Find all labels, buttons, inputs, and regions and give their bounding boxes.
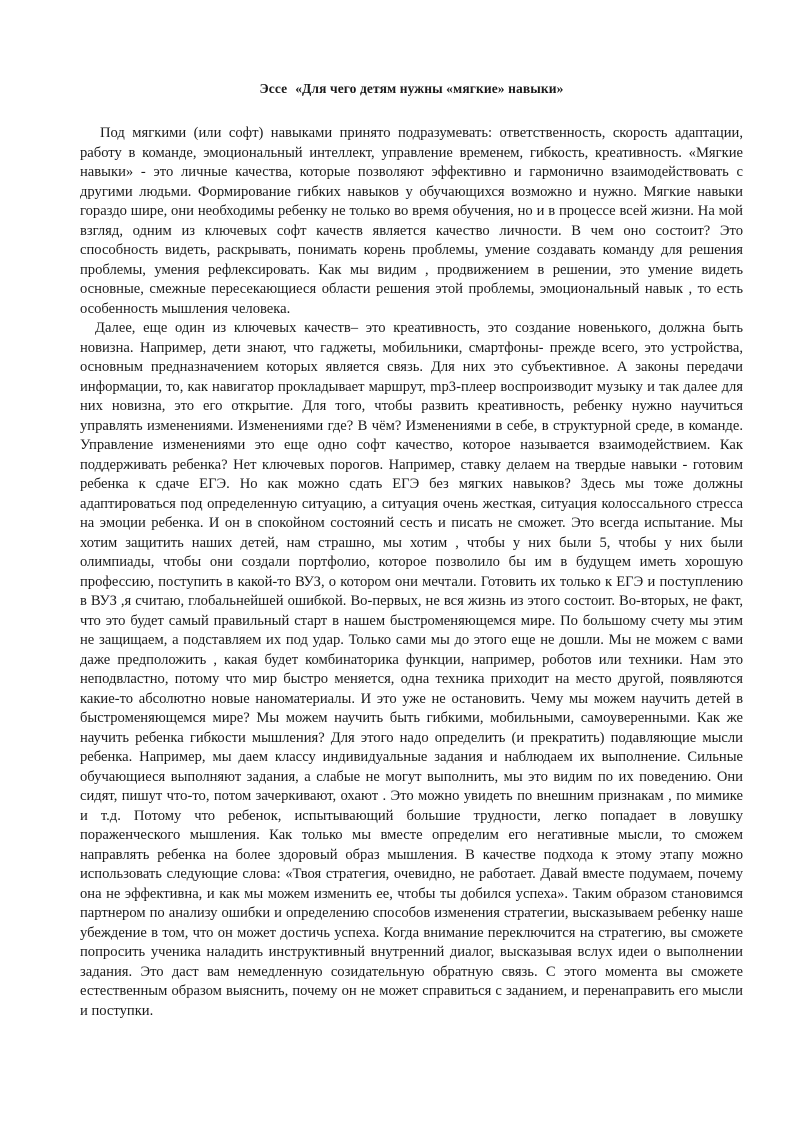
document-title (80, 80, 743, 98)
title-main: «Для чего детям нужны «мягкие» навыки» (295, 81, 564, 96)
paragraph-1: Под мягкими (или софт) навыками принято подразумевать: ответственность, скорость адаптации, работу в команде, эмоциональный интеллект, управление временем, гибкость, креативность. «Мягкие навыки» - это личные качества, которые позволяют эффективно и гармонично взаимодействовать с другими людьми. Формирование гибких навыков у обучающихся возможно и нужно. Мягкие навыки гораздо шире, они необходимы ребенку не только во время обучения, но и в процессе всей жизни. На мой взгляд, одним из ключевых софт качеств является качество личности. В чем оно состоит? Это способность видеть, раскрывать, понимать корень проблемы, умение создавать команду для решения проблемы, умения рефлексировать. Как мы видим , продвижением в решении, это умение видеть основные, смежные пересекающиеся области решения этой проблемы, эмоциональный навык , то есть особенность мышления человека. (80, 125, 743, 317)
title-prefix: Эссе (259, 81, 288, 96)
document-page (80, 80, 743, 1021)
paragraph-2: Далее, еще один из ключевых качеств– это креативность, это создание новенького, должна быть новизна. Например, дети знают, что гаджеты, мобильники, смартфоны- прежде всего, это устройства, основным предназначением которых является связь. Для них это субъективное. А законы передачи информации, то, как навигатор прокладывает маршрут, mp3-плеер воспроизводит музыку и так далее для них новизна, это его открытие. Для того, чтобы развить креативность, ребенку нужно научиться управлять изменениями. Изменениями где? В чём? Изменениями в себе, в структурной среде, в команде. Управление изменениями это еще одно софт качество, которое называется взаимодействием. Как поддерживать ребенка? Нет ключевых порогов. Например, ставку делаем на твердые навыки - готовим ребенка к сдаче ЕГЭ. Но как можно сдать ЕГЭ без мягких навыков? Здесь мы тоже должны адаптироваться под определенную ситуацию, а ситуация очень жесткая, ситуация колоссального стресса на эмоции ребенка. И он в спокойном состояний сесть и писать не сможет. Это всегда испытание. Мы хотим защитить наших детей, нам страшно, мы хотим , чтобы у них были 5, чтобы у них были олимпиады, чтобы они создали портфолио, которое позволило бы им в будущем иметь хорошую профессию, поступить в какой-то ВУЗ, о котором они мечтали. Готовить их только к ЕГЭ и поступлению в ВУЗ ,я считаю, глобальнейшей ошибкой. Во-первых, не вся жизнь из этого состоит. Во-вторых, не факт, что это будет самый правильный старт в нашем быстроменяющемся мире. По большому счету мы этим не защищаем, а подставляем их под удар. Только сами мы до этого еще не дошли. Мы не можем с вами даже предположить , какая будет комбинаторика функции, например, роботов или техники. Нам это неподвластно, потому что мир быстро меняется, одна техника приходит на место другой, появляются какие-то абсолютно новые наноматериалы. И это уже не остановить. Чему мы можем научить детей в быстроменяющемся мире? Мы можем научить быть гибкими, мобильными, самоуверенными. Как же научить ребенка гибкости мышления? Для этого надо определить (и прекратить) подавляющие мысли ребенка. Например, мы даем классу индивидуальные задания и наблюдаем их выполнение. Сильные обучающиеся выполняют задания, а слабые не могут выполнить, мы это видим по их поведению. Они сидят, пишут что-то, потом зачеркивают, охают . Это можно увидеть по внешним признакам , по мимике и т.д. Потому что ребенок, испытывающий большие трудности, легко попадает в ловушку пораженческого мышления. Как только мы вместе определим его негативные мысли, то сможем направлять ребенка на более здоровый образ мышления. В качестве подхода к этому этапу можно использовать следующие слова: «Твоя стратегия, очевидно, не работает. Давай вместе подумаем, почему она не эффективна, и как мы можем изменить ее, чтобы ты добился успеха». Таким образом становимся партнером по анализу ошибки и определению способов изменения стратегии, высказываем ребенку наше убеждение в том, что он может достичь успеха. Когда внимание переключится на стратегию, вы сможете попросить ученика наладить инструктивный внутренний диалог, высказывая вслух идеи о выполнении задания. Это даст вам немедленную созидательную обратную связь. С этого момента вы сможете естественным образом выяснить, почему он не может справиться с заданием, и перенаправить его мысли и поступки. (80, 320, 743, 1019)
